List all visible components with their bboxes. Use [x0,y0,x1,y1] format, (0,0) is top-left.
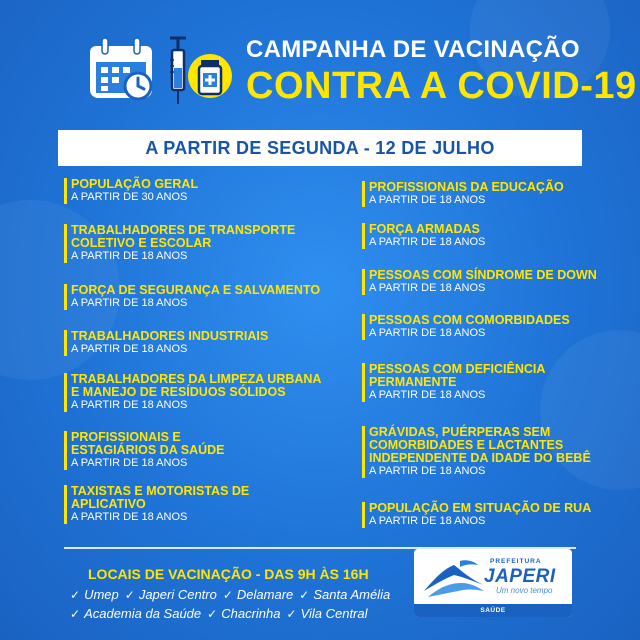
item-title: PESSOAS COM SÍNDROME DE DOWN [369,268,597,282]
item-subtitle: A PARTIR DE 18 ANOS [369,236,486,248]
item-subtitle: A PARTIR DE 18 ANOS [369,389,486,401]
list-item [64,485,261,524]
item-title: TRABALHADORES DA LIMPEZA URBANA E MANEJO DE RESÍDUOS SÓLIDOS [71,372,321,399]
item-title: PROFISSIONAIS DA EDUCAÇÃO [369,180,564,194]
item-subtitle: A PARTIR DE 18 ANOS [369,282,486,294]
check-icon: ✓ [286,606,297,621]
item-title: TRABALHADORES INDUSTRIAIS [71,329,269,343]
item-subtitle: A PARTIR DE 18 ANOS [71,297,188,309]
logo-department: SAÚDE [480,607,506,614]
check-icon: ✓ [207,606,218,621]
item-title: TAXISTAS E MOTORISTAS DE APLICATIVO [71,484,250,511]
logo-department-bar [414,604,572,617]
logo-prefix: PREFEITURA [490,558,542,565]
item-subtitle: A PARTIR DE 18 ANOS [71,457,188,469]
item-title: FORÇA ARMADAS [369,222,480,236]
location-name: Japeri Centro [138,587,217,602]
header-icons [86,32,232,110]
item-subtitle: A PARTIR DE 18 ANOS [71,343,188,355]
check-icon: ✓ [70,606,81,621]
syringe-icon [170,38,186,104]
locations-row [70,587,390,602]
date-banner-text: A PARTIR DE SEGUNDA - 12 DE JULHO [145,137,495,158]
item-subtitle: A PARTIR DE 18 ANOS [71,511,188,523]
item-title: TRABALHADORES DE TRANSPORTE COLETIVO E ESCOLAR [71,223,296,250]
list-item [64,284,331,310]
item-title: PESSOAS COM COMORBIDADES [369,313,570,327]
locations-row [70,606,368,621]
list-item [64,330,268,356]
location-name: Santa Amélia [313,587,391,602]
mountain-logo-icon [422,555,486,599]
item-subtitle: A PARTIR DE 18 ANOS [71,250,188,262]
list-item [362,223,485,249]
vaccine-vial-icon [188,54,232,98]
title-line-2: CONTRA A COVID-19 [246,65,637,107]
check-icon: ✓ [222,587,233,602]
list-item [64,178,198,204]
date-banner [58,130,582,166]
list-item [362,363,549,402]
list-item [362,502,599,528]
location-name: Vila Central [300,606,368,621]
list-item [362,181,564,207]
location-item [70,587,119,602]
prefeitura-logo [414,549,572,617]
item-subtitle: A PARTIR DE 30 ANOS [71,191,188,203]
item-title: POPULAÇÃO GERAL [71,177,199,191]
list-item [64,373,321,412]
list-item [362,269,599,295]
list-item [362,314,570,340]
item-title: GRÁVIDAS, PUÉRPERAS SEM COMORBIDADES E LACTANTES INDEPENDENTE DA IDADE DO BEBÊ [369,425,591,465]
item-title: PROFISSIONAIS E ESTAGIÁRIOS DA SAÚDE [71,430,225,457]
calendar-icon [90,38,152,99]
item-subtitle: A PARTIR DE 18 ANOS [369,194,486,206]
item-subtitle: A PARTIR DE 18 ANOS [369,515,486,527]
item-subtitle: A PARTIR DE 18 ANOS [71,399,188,411]
logo-slogan: Um novo tempo [496,586,553,595]
locations-title: LOCAIS DE VACINAÇÃO - DAS 9H ÀS 16H [88,566,369,582]
item-title: POPULAÇÃO EM SITUAÇÃO DE RUA [369,501,592,515]
logo-name: JAPERI [484,566,556,587]
check-icon: ✓ [124,587,135,602]
title-line-1: CAMPANHA DE VACINAÇÃO [246,36,580,63]
location-name: Chacrinha [221,606,281,621]
item-title: PESSOAS COM DEFICIÊNCIA PERMANENTE [369,362,545,389]
check-icon: ✓ [70,587,81,602]
item-subtitle: A PARTIR DE 18 ANOS [369,327,486,339]
list-item [64,431,231,470]
list-item [362,426,591,478]
location-item [286,606,367,621]
location-name: Academia da Saúde [84,606,202,621]
location-item [223,587,293,602]
location-item [125,587,217,602]
check-icon: ✓ [299,587,310,602]
location-item [299,587,390,602]
list-item [64,224,296,263]
item-title: FORÇA DE SEGURANÇA E SALVAMENTO [71,283,321,297]
location-name: Delamare [236,587,294,602]
location-item [207,606,280,621]
location-name: Umep [84,587,119,602]
item-subtitle: A PARTIR DE 18 ANOS [369,465,486,477]
location-item [70,606,201,621]
